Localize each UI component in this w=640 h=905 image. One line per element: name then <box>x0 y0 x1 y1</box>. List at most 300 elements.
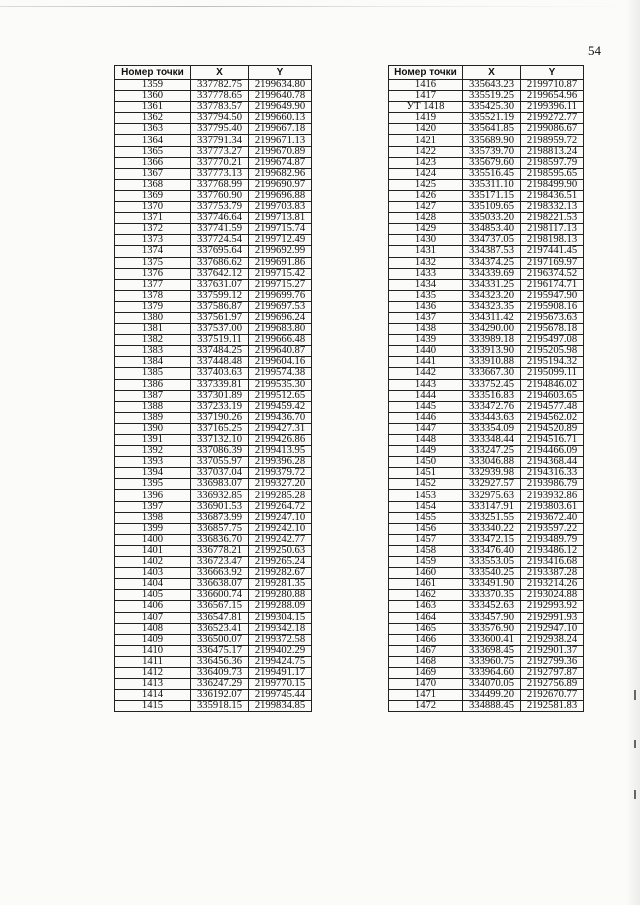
x-coordinate-cell: 337782.75 <box>191 80 249 91</box>
table-row <box>389 168 584 179</box>
y-coordinate-cell: 2199699.76 <box>249 290 312 301</box>
y-coordinate-cell: 2199250.63 <box>249 545 312 556</box>
x-coordinate-cell: 333960.75 <box>463 656 521 667</box>
y-coordinate-cell: 2195947.90 <box>521 290 584 301</box>
table-row <box>389 301 584 312</box>
x-coordinate-cell: 335516.45 <box>463 168 521 179</box>
x-coordinate-cell: 336857.75 <box>191 523 249 534</box>
x-coordinate-cell: 337724.54 <box>191 235 249 246</box>
x-coordinate-cell: 337686.62 <box>191 257 249 268</box>
y-coordinate-cell: 2199634.80 <box>249 80 312 91</box>
table-row <box>389 157 584 168</box>
point-number-cell: 1381 <box>115 324 191 335</box>
y-coordinate-cell: 2194603.65 <box>521 390 584 401</box>
point-number-cell: 1454 <box>389 501 463 512</box>
table-header-row <box>115 66 312 80</box>
table-row <box>389 113 584 124</box>
x-coordinate-cell: 337695.64 <box>191 246 249 257</box>
y-coordinate-cell: 2193803.61 <box>521 501 584 512</box>
header-point-number: Номер точки <box>389 66 463 80</box>
point-number-cell: 1463 <box>389 601 463 612</box>
point-number-cell: 1445 <box>389 401 463 412</box>
point-number-cell: 1446 <box>389 412 463 423</box>
y-coordinate-cell: 2199535.30 <box>249 379 312 390</box>
y-coordinate-cell: 2199396.28 <box>249 457 312 468</box>
table-row <box>115 179 312 190</box>
point-number-cell: 1363 <box>115 124 191 135</box>
y-coordinate-cell: 2195908.16 <box>521 301 584 312</box>
header-x: X <box>191 66 249 80</box>
table-row <box>389 346 584 357</box>
x-coordinate-cell: 334323.35 <box>463 301 521 312</box>
x-coordinate-cell: 337770.21 <box>191 157 249 168</box>
x-coordinate-cell: 333046.88 <box>463 457 521 468</box>
x-coordinate-cell: 334888.45 <box>463 701 521 712</box>
table-row <box>115 224 312 235</box>
y-coordinate-cell: 2199242.10 <box>249 523 312 534</box>
y-coordinate-cell: 2198332.13 <box>521 202 584 213</box>
table-row <box>389 268 584 279</box>
y-coordinate-cell: 2199654.96 <box>521 91 584 102</box>
y-coordinate-cell: 2199683.80 <box>249 324 312 335</box>
x-coordinate-cell: 336663.92 <box>191 568 249 579</box>
point-number-cell: 1362 <box>115 113 191 124</box>
point-number-cell: 1427 <box>389 202 463 213</box>
point-number-cell: 1406 <box>115 601 191 612</box>
x-coordinate-cell: 337519.11 <box>191 335 249 346</box>
table-row <box>115 690 312 701</box>
y-coordinate-cell: 2195205.98 <box>521 346 584 357</box>
table-row <box>115 534 312 545</box>
point-number-cell: 1409 <box>115 634 191 645</box>
table-row <box>115 168 312 179</box>
y-coordinate-cell: 2199696.24 <box>249 312 312 323</box>
y-coordinate-cell: 2192799.36 <box>521 656 584 667</box>
table-row <box>389 634 584 645</box>
x-coordinate-cell: 337778.65 <box>191 91 249 102</box>
x-coordinate-cell: 337741.59 <box>191 224 249 235</box>
x-coordinate-cell: 334499.20 <box>463 690 521 701</box>
point-number-cell: 1464 <box>389 612 463 623</box>
y-coordinate-cell: 2192581.83 <box>521 701 584 712</box>
y-coordinate-cell: 2195497.08 <box>521 335 584 346</box>
x-coordinate-cell: 336247.29 <box>191 679 249 690</box>
point-number-cell: 1420 <box>389 124 463 135</box>
x-coordinate-cell: 336409.73 <box>191 667 249 678</box>
x-coordinate-cell: 336638.07 <box>191 579 249 590</box>
point-number-cell: 1389 <box>115 412 191 423</box>
point-number-cell: 1417 <box>389 91 463 102</box>
table-row <box>389 446 584 457</box>
table-row <box>115 612 312 623</box>
y-coordinate-cell: 2199396.11 <box>521 102 584 113</box>
point-number-cell: 1370 <box>115 202 191 213</box>
table-row <box>115 457 312 468</box>
point-number-cell: 1373 <box>115 235 191 246</box>
point-number-cell: УТ 1418 <box>389 102 463 113</box>
x-coordinate-cell: 333370.35 <box>463 590 521 601</box>
x-coordinate-cell: 334374.25 <box>463 257 521 268</box>
point-number-cell: 1430 <box>389 235 463 246</box>
x-coordinate-cell: 333553.05 <box>463 557 521 568</box>
point-number-cell: 1415 <box>115 701 191 712</box>
x-coordinate-cell: 336547.81 <box>191 612 249 623</box>
point-number-cell: 1364 <box>115 135 191 146</box>
x-coordinate-cell: 337599.12 <box>191 290 249 301</box>
table-row <box>115 146 312 157</box>
y-coordinate-cell: 2193986.79 <box>521 479 584 490</box>
table-row <box>115 512 312 523</box>
y-coordinate-cell: 2193486.12 <box>521 545 584 556</box>
point-number-cell: 1453 <box>389 490 463 501</box>
x-coordinate-cell: 336523.41 <box>191 623 249 634</box>
table-row <box>115 102 312 113</box>
table-row <box>115 634 312 645</box>
point-number-cell: 1365 <box>115 146 191 157</box>
y-coordinate-cell: 2199692.99 <box>249 246 312 257</box>
x-coordinate-cell: 337484.25 <box>191 346 249 357</box>
point-number-cell: 1460 <box>389 568 463 579</box>
y-coordinate-cell: 2199459.42 <box>249 401 312 412</box>
y-coordinate-cell: 2199715.42 <box>249 268 312 279</box>
y-coordinate-cell: 2193489.79 <box>521 534 584 545</box>
point-number-cell: 1422 <box>389 146 463 157</box>
y-coordinate-cell: 2199710.87 <box>521 80 584 91</box>
table-row <box>115 268 312 279</box>
table-row <box>115 435 312 446</box>
table-row <box>115 656 312 667</box>
x-coordinate-cell: 334331.25 <box>463 279 521 290</box>
point-number-cell: 1398 <box>115 512 191 523</box>
point-number-cell: 1451 <box>389 468 463 479</box>
y-coordinate-cell: 2199834.85 <box>249 701 312 712</box>
y-coordinate-cell: 2198597.79 <box>521 157 584 168</box>
point-number-cell: 1458 <box>389 545 463 556</box>
x-coordinate-cell: 336873.99 <box>191 512 249 523</box>
x-coordinate-cell: 336567.15 <box>191 601 249 612</box>
point-number-cell: 1419 <box>389 113 463 124</box>
x-coordinate-cell: 337631.07 <box>191 279 249 290</box>
table-row <box>389 202 584 213</box>
point-number-cell: 1435 <box>389 290 463 301</box>
x-coordinate-cell: 333472.76 <box>463 401 521 412</box>
table-row <box>389 235 584 246</box>
table-row <box>389 224 584 235</box>
point-number-cell: 1408 <box>115 623 191 634</box>
table-row <box>389 135 584 146</box>
table-row <box>115 135 312 146</box>
point-number-cell: 1410 <box>115 645 191 656</box>
y-coordinate-cell: 2199604.16 <box>249 357 312 368</box>
table-row <box>389 423 584 434</box>
x-coordinate-cell: 335109.65 <box>463 202 521 213</box>
table-row <box>389 557 584 568</box>
table-row <box>389 701 584 712</box>
point-number-cell: 1456 <box>389 523 463 534</box>
y-coordinate-cell: 2199671.13 <box>249 135 312 146</box>
y-coordinate-cell: 2194846.02 <box>521 379 584 390</box>
y-coordinate-cell: 2199288.09 <box>249 601 312 612</box>
point-number-cell: 1439 <box>389 335 463 346</box>
x-coordinate-cell: 337037.04 <box>191 468 249 479</box>
y-coordinate-cell: 2199242.77 <box>249 534 312 545</box>
point-number-cell: 1466 <box>389 634 463 645</box>
point-number-cell: 1391 <box>115 435 191 446</box>
point-number-cell: 1407 <box>115 612 191 623</box>
table-row <box>389 534 584 545</box>
table-row <box>389 124 584 135</box>
table-row <box>115 568 312 579</box>
table-row <box>115 312 312 323</box>
point-number-cell: 1462 <box>389 590 463 601</box>
point-number-cell: 1400 <box>115 534 191 545</box>
table-row <box>115 701 312 712</box>
x-coordinate-cell: 334853.40 <box>463 224 521 235</box>
y-coordinate-cell: 2194562.02 <box>521 412 584 423</box>
y-coordinate-cell: 2199281.35 <box>249 579 312 590</box>
y-coordinate-cell: 2199574.38 <box>249 368 312 379</box>
point-number-cell: 1368 <box>115 179 191 190</box>
point-number-cell: 1433 <box>389 268 463 279</box>
y-coordinate-cell: 2199247.10 <box>249 512 312 523</box>
table-row <box>389 412 584 423</box>
x-coordinate-cell: 333251.55 <box>463 512 521 523</box>
y-coordinate-cell: 2199770.15 <box>249 679 312 690</box>
y-coordinate-cell: 2193387.28 <box>521 568 584 579</box>
table-row <box>115 213 312 224</box>
point-number-cell: 1380 <box>115 312 191 323</box>
x-coordinate-cell: 335643.23 <box>463 80 521 91</box>
x-coordinate-cell: 337642.12 <box>191 268 249 279</box>
table-row <box>115 257 312 268</box>
y-coordinate-cell: 2192756.89 <box>521 679 584 690</box>
point-number-cell: 1472 <box>389 701 463 712</box>
table-row <box>389 324 584 335</box>
table-row <box>389 579 584 590</box>
point-number-cell: 1416 <box>389 80 463 91</box>
y-coordinate-cell: 2199436.70 <box>249 412 312 423</box>
scan-edge-mark <box>634 690 636 700</box>
table-row <box>115 545 312 556</box>
x-coordinate-cell: 337783.57 <box>191 102 249 113</box>
x-coordinate-cell: 337773.27 <box>191 146 249 157</box>
y-coordinate-cell: 2199272.77 <box>521 113 584 124</box>
x-coordinate-cell: 333491.90 <box>463 579 521 590</box>
scan-right-edge <box>626 0 640 905</box>
y-coordinate-cell: 2199086.67 <box>521 124 584 135</box>
y-coordinate-cell: 2199427.31 <box>249 423 312 434</box>
y-coordinate-cell: 2199285.28 <box>249 490 312 501</box>
table-row <box>115 80 312 91</box>
point-number-cell: 1438 <box>389 324 463 335</box>
x-coordinate-cell: 337403.63 <box>191 368 249 379</box>
x-coordinate-cell: 333443.63 <box>463 412 521 423</box>
x-coordinate-cell: 337537.00 <box>191 324 249 335</box>
x-coordinate-cell: 335689.90 <box>463 135 521 146</box>
point-number-cell: 1385 <box>115 368 191 379</box>
table-row <box>115 501 312 512</box>
point-number-cell: 1376 <box>115 268 191 279</box>
x-coordinate-cell: 336456.36 <box>191 656 249 667</box>
y-coordinate-cell: 2195194.32 <box>521 357 584 368</box>
y-coordinate-cell: 2192901.37 <box>521 645 584 656</box>
table-row <box>115 124 312 135</box>
header-y: Y <box>249 66 312 80</box>
x-coordinate-cell: 333667.30 <box>463 368 521 379</box>
table-row <box>389 501 584 512</box>
x-coordinate-cell: 333600.41 <box>463 634 521 645</box>
point-number-cell: 1455 <box>389 512 463 523</box>
y-coordinate-cell: 2195673.63 <box>521 312 584 323</box>
y-coordinate-cell: 2192947.10 <box>521 623 584 634</box>
table-row <box>115 412 312 423</box>
x-coordinate-cell: 332975.63 <box>463 490 521 501</box>
point-number-cell: 1465 <box>389 623 463 634</box>
point-number-cell: 1434 <box>389 279 463 290</box>
point-number-cell: 1375 <box>115 257 191 268</box>
table-row <box>115 401 312 412</box>
table-row <box>389 612 584 623</box>
table-row <box>115 301 312 312</box>
point-number-cell: 1390 <box>115 423 191 434</box>
point-number-cell: 1399 <box>115 523 191 534</box>
table-row <box>115 490 312 501</box>
x-coordinate-cell: 334339.69 <box>463 268 521 279</box>
x-coordinate-cell: 337773.13 <box>191 168 249 179</box>
scan-top-edge <box>0 6 640 7</box>
point-number-cell: 1448 <box>389 435 463 446</box>
table-row <box>115 190 312 201</box>
table-row <box>115 157 312 168</box>
x-coordinate-cell: 337753.79 <box>191 202 249 213</box>
table-row <box>115 590 312 601</box>
x-coordinate-cell: 336901.53 <box>191 501 249 512</box>
point-number-cell: 1369 <box>115 190 191 201</box>
y-coordinate-cell: 2199691.86 <box>249 257 312 268</box>
x-coordinate-cell: 334311.42 <box>463 312 521 323</box>
point-number-cell: 1432 <box>389 257 463 268</box>
point-number-cell: 1359 <box>115 80 191 91</box>
point-number-cell: 1423 <box>389 157 463 168</box>
x-coordinate-cell: 335311.10 <box>463 179 521 190</box>
x-coordinate-cell: 333516.83 <box>463 390 521 401</box>
y-coordinate-cell: 2197441.45 <box>521 246 584 257</box>
x-coordinate-cell: 337190.26 <box>191 412 249 423</box>
point-number-cell: 1413 <box>115 679 191 690</box>
y-coordinate-cell: 2196174.71 <box>521 279 584 290</box>
point-number-cell: 1372 <box>115 224 191 235</box>
x-coordinate-cell: 333476.40 <box>463 545 521 556</box>
x-coordinate-cell: 336600.74 <box>191 590 249 601</box>
y-coordinate-cell: 2199697.53 <box>249 301 312 312</box>
x-coordinate-cell: 336500.07 <box>191 634 249 645</box>
point-number-cell: 1469 <box>389 667 463 678</box>
table-row <box>115 113 312 124</box>
x-coordinate-cell: 337760.90 <box>191 190 249 201</box>
y-coordinate-cell: 2199379.72 <box>249 468 312 479</box>
table-header-row <box>389 66 584 80</box>
x-coordinate-cell: 332927.57 <box>463 479 521 490</box>
y-coordinate-cell: 2199342.18 <box>249 623 312 634</box>
x-coordinate-cell: 337448.48 <box>191 357 249 368</box>
table-row <box>389 190 584 201</box>
x-coordinate-cell: 335425.30 <box>463 102 521 113</box>
table-row <box>389 512 584 523</box>
y-coordinate-cell: 2199715.74 <box>249 224 312 235</box>
point-number-cell: 1401 <box>115 545 191 556</box>
point-number-cell: 1379 <box>115 301 191 312</box>
y-coordinate-cell: 2199703.83 <box>249 202 312 213</box>
table-row <box>115 346 312 357</box>
y-coordinate-cell: 2192938.24 <box>521 634 584 645</box>
y-coordinate-cell: 2199426.86 <box>249 435 312 446</box>
y-coordinate-cell: 2199674.87 <box>249 157 312 168</box>
point-number-cell: 1452 <box>389 479 463 490</box>
y-coordinate-cell: 2199715.27 <box>249 279 312 290</box>
x-coordinate-cell: 333340.22 <box>463 523 521 534</box>
y-coordinate-cell: 2199264.72 <box>249 501 312 512</box>
point-number-cell: 1392 <box>115 446 191 457</box>
x-coordinate-cell: 335641.85 <box>463 124 521 135</box>
point-number-cell: 1428 <box>389 213 463 224</box>
table-row <box>389 590 584 601</box>
y-coordinate-cell: 2193416.68 <box>521 557 584 568</box>
y-coordinate-cell: 2199640.78 <box>249 91 312 102</box>
point-number-cell: 1447 <box>389 423 463 434</box>
point-number-cell: 1384 <box>115 357 191 368</box>
x-coordinate-cell: 333348.44 <box>463 435 521 446</box>
table-row <box>389 601 584 612</box>
point-number-cell: 1402 <box>115 557 191 568</box>
point-number-cell: 1457 <box>389 534 463 545</box>
table-row <box>389 102 584 113</box>
header-x: X <box>463 66 521 80</box>
coordinates-table-left <box>114 65 312 712</box>
point-number-cell: 1437 <box>389 312 463 323</box>
x-coordinate-cell: 336192.07 <box>191 690 249 701</box>
x-coordinate-cell: 336475.17 <box>191 645 249 656</box>
y-coordinate-cell: 2199745.44 <box>249 690 312 701</box>
table-row <box>115 357 312 368</box>
x-coordinate-cell: 333913.90 <box>463 346 521 357</box>
y-coordinate-cell: 2193597.22 <box>521 523 584 534</box>
table-body-right <box>389 80 584 712</box>
y-coordinate-cell: 2198499.90 <box>521 179 584 190</box>
point-number-cell: 1383 <box>115 346 191 357</box>
x-coordinate-cell: 337055.97 <box>191 457 249 468</box>
y-coordinate-cell: 2192797.87 <box>521 667 584 678</box>
table-row <box>389 80 584 91</box>
table-row <box>389 335 584 346</box>
y-coordinate-cell: 2194577.48 <box>521 401 584 412</box>
point-number-cell: 1450 <box>389 457 463 468</box>
x-coordinate-cell: 333698.45 <box>463 645 521 656</box>
point-number-cell: 1429 <box>389 224 463 235</box>
y-coordinate-cell: 2195099.11 <box>521 368 584 379</box>
header-y: Y <box>521 66 584 80</box>
table-row <box>389 279 584 290</box>
table-row <box>115 667 312 678</box>
point-number-cell: 1443 <box>389 379 463 390</box>
y-coordinate-cell: 2199682.96 <box>249 168 312 179</box>
x-coordinate-cell: 337086.39 <box>191 446 249 457</box>
table-row <box>389 679 584 690</box>
point-number-cell: 1426 <box>389 190 463 201</box>
point-number-cell: 1374 <box>115 246 191 257</box>
table-row <box>389 457 584 468</box>
point-number-cell: 1404 <box>115 579 191 590</box>
point-number-cell: 1378 <box>115 290 191 301</box>
